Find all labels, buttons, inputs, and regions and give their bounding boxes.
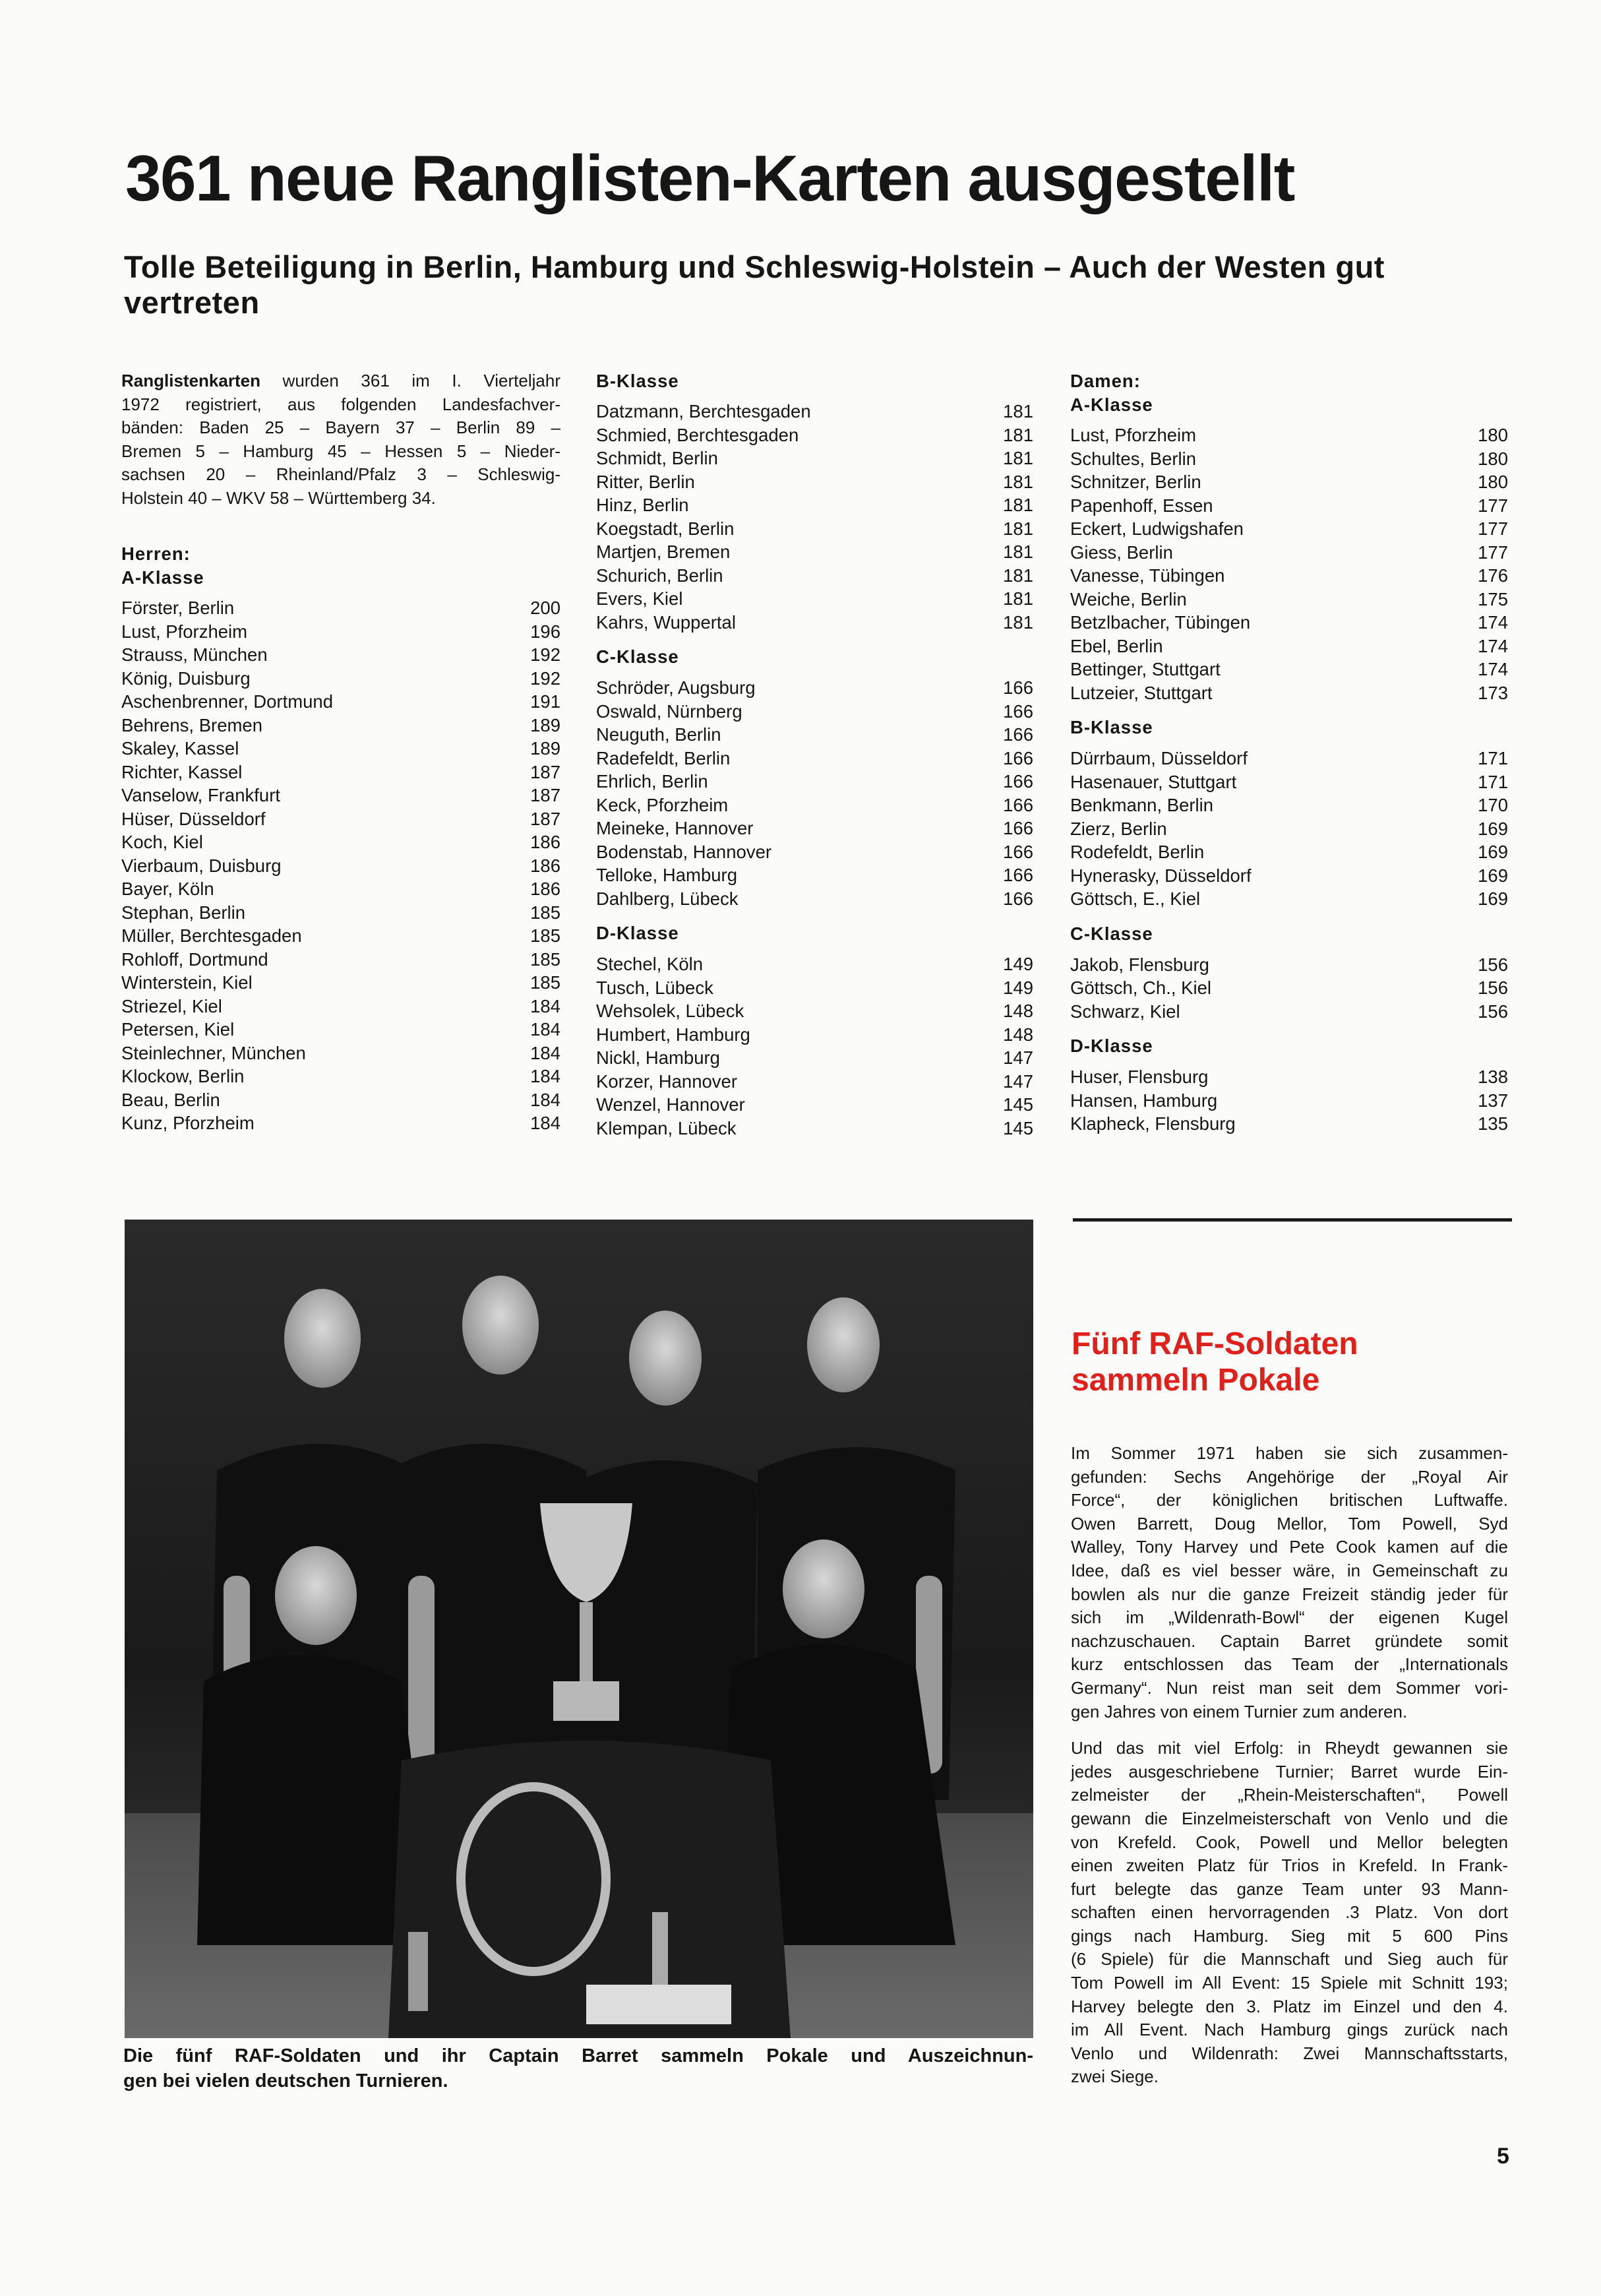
- player-name: Jakob, Flensburg: [1070, 954, 1209, 975]
- ranking-row: [1070, 494, 1508, 518]
- text-line: Ranglistenkarten wurden 361 im I. Vierteljahr: [121, 371, 560, 390]
- ranking-row: [596, 723, 1033, 747]
- text-line: Idee, daß es viel besser wäre, in Gemeinschaft zu: [1071, 1560, 1508, 1580]
- ranking-row: [121, 807, 560, 831]
- ranking-row: [596, 470, 1033, 494]
- text-line: furt belegte das ganze Team unter 93 Mann-: [1071, 1878, 1508, 1899]
- ranking-row: [596, 747, 1033, 770]
- player-average: 171: [1478, 771, 1508, 792]
- player-average: 166: [1003, 677, 1033, 698]
- player-name: Stephan, Berlin: [121, 902, 246, 923]
- player-name: Hynerasky, Düsseldorf: [1070, 865, 1252, 886]
- text-line: Owen Barrett, Doug Mellor, Tom Powell, Syd: [1071, 1513, 1508, 1534]
- player-average: 166: [1003, 818, 1033, 838]
- player-name: Hasenauer, Stuttgart: [1070, 771, 1237, 792]
- player-average: 200: [530, 598, 560, 618]
- ranking-row: [596, 1093, 1033, 1117]
- player-name: Vanesse, Tübingen: [1070, 565, 1225, 586]
- ranking-row: [121, 690, 560, 714]
- player-average: 156: [1478, 954, 1508, 975]
- player-name: Weiche, Berlin: [1070, 588, 1187, 609]
- player-average: 189: [530, 738, 560, 759]
- player-name: Humbert, Hamburg: [596, 1024, 750, 1045]
- ranking-row: [596, 1023, 1033, 1047]
- ranking-row: [596, 1046, 1033, 1070]
- ranking-row: [1070, 588, 1508, 611]
- ranking-row: [596, 423, 1033, 447]
- player-average: 135: [1478, 1113, 1508, 1134]
- ranking-row: [1070, 793, 1508, 817]
- ranking-row: [596, 887, 1033, 911]
- player-name: Behrens, Bremen: [121, 714, 262, 735]
- player-average: 166: [1003, 747, 1033, 768]
- team-photo: [125, 1220, 1033, 2038]
- article-paragraph: [1071, 1442, 1508, 1723]
- section-heading: Herren:: [121, 543, 191, 564]
- ranking-row: [1070, 1000, 1508, 1024]
- player-name: Dürrbaum, Düsseldorf: [1070, 748, 1248, 768]
- ranking-row: [121, 714, 560, 737]
- player-name: Keck, Pforzheim: [596, 794, 729, 815]
- player-name: Rohloff, Dortmund: [121, 948, 268, 970]
- player-name: Schultes, Berlin: [1070, 448, 1197, 469]
- ranking-row: [1070, 817, 1508, 841]
- player-average: 186: [530, 855, 560, 876]
- ranking-row: [596, 493, 1033, 517]
- player-average: 177: [1478, 495, 1508, 516]
- text-line: nachzuschauen. Captain Barret gründete somit: [1071, 1630, 1508, 1651]
- text-line: 1972 registriert, aus folgenden Landesfachver-: [121, 394, 560, 414]
- player-name: Vanselow, Frankfurt: [121, 785, 280, 805]
- player-average: 181: [1003, 495, 1033, 515]
- player-average: 175: [1478, 588, 1508, 609]
- ranking-row: [121, 784, 560, 807]
- ranking-row: [596, 517, 1033, 541]
- player-average: 185: [530, 902, 560, 923]
- player-average: 185: [530, 925, 560, 946]
- ranking-row: [121, 760, 560, 784]
- player-name: Kahrs, Wuppertal: [596, 611, 736, 633]
- player-name: Wehsolek, Lübeck: [596, 1001, 744, 1021]
- player-name: Petersen, Kiel: [121, 1019, 235, 1039]
- text-line: zelmeister der „Rhein-Meisterschaften“, Powell: [1071, 1785, 1508, 1805]
- player-average: 181: [1003, 542, 1033, 562]
- article-divider: [1073, 1218, 1512, 1222]
- player-name: Rodefeldt, Berlin: [1070, 842, 1205, 862]
- player-average: 148: [1003, 1024, 1033, 1045]
- player-name: Schnitzer, Berlin: [1070, 472, 1201, 492]
- player-name: Hüser, Düsseldorf: [121, 808, 266, 829]
- player-name: Oswald, Nürnberg: [596, 700, 742, 722]
- player-average: 166: [1003, 794, 1033, 815]
- ranking-row: [596, 793, 1033, 817]
- ranking-row: [1070, 770, 1508, 794]
- player-average: 196: [530, 621, 560, 642]
- photo-caption: [123, 2043, 1033, 2094]
- ranking-row: [596, 1117, 1033, 1140]
- player-average: 169: [1478, 865, 1508, 886]
- ranking-column-damen: [1070, 369, 1508, 1136]
- player-average: 180: [1478, 448, 1508, 469]
- ranking-row: [596, 676, 1033, 700]
- player-average: 149: [1003, 954, 1033, 974]
- player-average: 166: [1003, 724, 1033, 745]
- article-body: [1071, 1442, 1508, 2102]
- intro-paragraph: [121, 369, 560, 510]
- player-average: 189: [530, 714, 560, 735]
- ranking-row: [596, 999, 1033, 1023]
- text-line: von Krefeld. Cook, Powell und Mellor belegten: [1071, 1832, 1508, 1852]
- player-name: Strauss, München: [121, 644, 268, 665]
- ranking-row: [596, 540, 1033, 564]
- player-name: Papenhoff, Essen: [1070, 495, 1213, 516]
- player-average: 192: [530, 667, 560, 689]
- article-title: [1072, 1326, 1513, 1398]
- ranking-row: [596, 611, 1033, 635]
- player-average: 191: [530, 691, 560, 712]
- player-name: Eckert, Ludwigshafen: [1070, 518, 1244, 539]
- player-average: 166: [1003, 700, 1033, 722]
- player-average: 181: [1003, 611, 1033, 633]
- text-line: sachsen 20 – Rheinland/Pfalz 3 – Schleswig-: [121, 464, 560, 484]
- ranking-row: [596, 770, 1033, 793]
- subtitle: Tolle Beteiligung in Berlin, Hamburg und Schleswig-Holstein – Auch der Westen gut vertreten: [124, 249, 1385, 320]
- player-name: König, Duisburg: [121, 667, 251, 689]
- player-name: Zierz, Berlin: [1070, 818, 1167, 839]
- ranking-row: [121, 620, 560, 644]
- player-name: Winterstein, Kiel: [121, 972, 253, 993]
- player-average: 176: [1478, 565, 1508, 586]
- player-name: Martjen, Bremen: [596, 542, 731, 562]
- player-name: Klempan, Lübeck: [596, 1117, 737, 1138]
- player-name: Bettinger, Stuttgart: [1070, 659, 1221, 679]
- ranking-row: [121, 596, 560, 620]
- player-name: Göttsch, Ch., Kiel: [1070, 977, 1211, 998]
- ranking-row: [1070, 447, 1508, 471]
- player-name: Benkmann, Berlin: [1070, 795, 1214, 815]
- text-line: sich im „Wildenrath-Bowl“ der eigenen Kugel: [1071, 1607, 1508, 1628]
- player-name: Stechel, Köln: [596, 954, 704, 974]
- player-name: Meineke, Hannover: [596, 818, 754, 838]
- player-name: Klockow, Berlin: [121, 1066, 245, 1086]
- player-average: 169: [1478, 818, 1508, 839]
- text-line: gen Jahres von einem Turnier zum anderen.: [1071, 1701, 1408, 1722]
- class-heading: B-Klasse: [1070, 717, 1153, 737]
- ranking-row: [121, 1018, 560, 1041]
- team-photo-image: [125, 1220, 1033, 2038]
- player-name: Ritter, Berlin: [596, 471, 695, 492]
- article-paragraph: [1071, 1737, 1508, 2089]
- player-average: 181: [1003, 448, 1033, 468]
- ranking-row: [1070, 658, 1508, 681]
- text-line: Venlo und Wildenrath: Zwei Mannschaftsstarts,: [1071, 2043, 1508, 2063]
- class-heading: C-Klasse: [596, 646, 679, 667]
- player-average: 187: [530, 761, 560, 782]
- player-average: 166: [1003, 841, 1033, 862]
- player-name: Wenzel, Hannover: [596, 1094, 745, 1115]
- section-heading: Damen:: [1070, 371, 1141, 391]
- class-heading: A-Klasse: [121, 567, 204, 588]
- player-name: Huser, Flensburg: [1070, 1067, 1209, 1087]
- player-average: 145: [1003, 1117, 1033, 1138]
- player-average: 170: [1478, 795, 1508, 815]
- player-name: Radefeldt, Berlin: [596, 747, 731, 768]
- player-name: Datzmann, Berchtesgaden: [596, 401, 811, 421]
- ranking-row: [121, 1065, 560, 1088]
- ranking-row: [596, 817, 1033, 840]
- ranking-row: [1070, 423, 1508, 447]
- player-average: 186: [530, 879, 560, 899]
- ranking-column-herren-a: [121, 542, 560, 1135]
- text-line: bowlen als nur die ganze Freizeit ständig jeder für: [1071, 1584, 1508, 1604]
- text-line: Harvey belegte den 3. Platz im Einzel und den 4.: [1071, 1996, 1508, 2016]
- ranking-row: [1070, 864, 1508, 888]
- class-heading: D-Klasse: [596, 923, 679, 943]
- player-average: 156: [1478, 1001, 1508, 1022]
- ranking-row: [596, 863, 1033, 887]
- ranking-row: [1070, 976, 1508, 1000]
- ranking-row: [121, 643, 560, 667]
- player-name: Hinz, Berlin: [596, 495, 689, 515]
- player-name: Schmied, Berchtesgaden: [596, 424, 799, 445]
- player-name: Vierbaum, Duisburg: [121, 855, 282, 876]
- player-name: Koegstadt, Berlin: [596, 518, 735, 539]
- player-name: Kunz, Pforzheim: [121, 1113, 255, 1133]
- player-name: Betzlbacher, Tübingen: [1070, 612, 1251, 633]
- player-average: 185: [530, 972, 560, 993]
- class-heading: C-Klasse: [1070, 923, 1153, 944]
- player-name: Schurich, Berlin: [596, 565, 723, 586]
- player-average: 187: [530, 808, 560, 829]
- ranking-row: [1070, 747, 1508, 770]
- player-name: Nickl, Hamburg: [596, 1047, 720, 1068]
- ranking-row: [1070, 470, 1508, 494]
- ranking-row: [121, 901, 560, 925]
- ranking-row: [1070, 1089, 1508, 1113]
- player-average: 174: [1478, 659, 1508, 679]
- player-name: Bodenstab, Hannover: [596, 841, 772, 862]
- player-name: Lust, Pforzheim: [121, 621, 248, 642]
- player-average: 185: [530, 948, 560, 970]
- ranking-row: [1070, 887, 1508, 911]
- text-line: gen bei vielen deutschen Turnieren.: [123, 2070, 448, 2092]
- player-average: 147: [1003, 1070, 1033, 1092]
- ranking-row: [1070, 635, 1508, 658]
- player-name: Dahlberg, Lübeck: [596, 888, 739, 909]
- ranking-row: [1070, 611, 1508, 635]
- text-line: gefunden: Sechs Angehörige der „Royal Air: [1071, 1466, 1508, 1487]
- text-line: Germany“. Nun reist man seit dem Sommer vori-: [1071, 1677, 1508, 1698]
- player-average: 184: [530, 1113, 560, 1133]
- player-average: 184: [530, 1019, 560, 1039]
- player-average: 174: [1478, 612, 1508, 633]
- text-line: zwei Siege.: [1071, 2066, 1159, 2087]
- text-line: bänden: Baden 25 – Bayern 37 – Berlin 89 –: [121, 418, 560, 437]
- player-average: 181: [1003, 588, 1033, 609]
- text-line: jedes ausgeschriebene Turnier; Barret wurde Ein-: [1071, 1761, 1508, 1782]
- ranking-row: [121, 1088, 560, 1112]
- ranking-row: [121, 854, 560, 878]
- player-average: 149: [1003, 977, 1033, 998]
- player-average: 192: [530, 644, 560, 665]
- text-line: kurz entschlossen das Team der „Internationals: [1071, 1654, 1508, 1675]
- headline: 361 neue Ranglisten-Karten ausgestellt: [125, 142, 1294, 214]
- ranking-row: [1070, 840, 1508, 864]
- article-title-line: sammeln Pokale: [1072, 1363, 1320, 1398]
- ranking-row: [1070, 1112, 1508, 1136]
- text-line: (6 Spiele) für die Mannschaft und Sieg auch für: [1071, 1949, 1508, 1970]
- player-name: Förster, Berlin: [121, 598, 235, 618]
- player-average: 166: [1003, 771, 1033, 791]
- text-line: Holstein 40 – WKV 58 – Württemberg 34.: [121, 487, 436, 508]
- player-name: Richter, Kassel: [121, 761, 243, 782]
- player-average: 174: [1478, 635, 1508, 656]
- ranking-row: [121, 971, 560, 995]
- text-line: Bremen 5 – Hamburg 45 – Hessen 5 – Nieder-: [121, 441, 560, 461]
- player-average: 147: [1003, 1047, 1033, 1068]
- player-name: Klapheck, Flensburg: [1070, 1113, 1236, 1134]
- player-average: 148: [1003, 1001, 1033, 1021]
- text-line: Force“, der königlichen britischen Luftwaffe.: [1071, 1490, 1508, 1510]
- player-name: Tusch, Lübeck: [596, 977, 713, 998]
- ranking-row: [121, 995, 560, 1018]
- player-name: Beau, Berlin: [121, 1089, 220, 1110]
- player-name: Evers, Kiel: [596, 588, 683, 609]
- ranking-column-herren-bcd: [596, 369, 1033, 1140]
- player-average: 180: [1478, 472, 1508, 492]
- ranking-row: [121, 948, 560, 972]
- ranking-row: [121, 830, 560, 854]
- player-name: Göttsch, E., Kiel: [1070, 888, 1201, 909]
- player-name: Skaley, Kassel: [121, 738, 239, 759]
- player-name: Ebel, Berlin: [1070, 635, 1163, 656]
- ranking-row: [1070, 681, 1508, 705]
- player-average: 166: [1003, 865, 1033, 885]
- ranking-row: [1070, 541, 1508, 565]
- ranking-row: [1070, 953, 1508, 977]
- article-title-line: Fünf RAF-Soldaten: [1072, 1326, 1358, 1361]
- ranking-row: [596, 587, 1033, 611]
- player-average: 187: [530, 785, 560, 805]
- player-name: Bayer, Köln: [121, 879, 214, 899]
- ranking-row: [596, 840, 1033, 864]
- player-name: Neuguth, Berlin: [596, 724, 721, 745]
- player-name: Ehrlich, Berlin: [596, 771, 708, 791]
- ranking-row: [1070, 517, 1508, 541]
- player-average: 177: [1478, 518, 1508, 539]
- player-average: 173: [1478, 682, 1508, 703]
- player-average: 138: [1478, 1067, 1508, 1087]
- player-average: 177: [1478, 542, 1508, 563]
- player-average: 181: [1003, 518, 1033, 539]
- text-line: schaften einen hervorragenden .3 Platz. Von dort: [1071, 1902, 1508, 1923]
- player-average: 184: [530, 1042, 560, 1063]
- player-name: Giess, Berlin: [1070, 542, 1173, 563]
- ranking-row: [121, 877, 560, 901]
- text-line: Und das mit viel Erfolg: in Rheydt gewannen sie: [1071, 1738, 1508, 1758]
- ranking-row: [596, 976, 1033, 1000]
- player-average: 181: [1003, 471, 1033, 492]
- player-average: 181: [1003, 401, 1033, 421]
- class-heading: D-Klasse: [1070, 1036, 1153, 1056]
- ranking-row: [596, 952, 1033, 976]
- class-heading: B-Klasse: [596, 371, 679, 391]
- player-average: 184: [530, 1089, 560, 1110]
- ranking-row: [121, 924, 560, 948]
- ranking-row: [121, 667, 560, 691]
- player-name: Telloke, Hamburg: [596, 865, 737, 885]
- ranking-row: [121, 1041, 560, 1065]
- player-name: Steinlechner, München: [121, 1042, 306, 1063]
- player-average: 169: [1478, 842, 1508, 862]
- player-name: Aschenbrenner, Dortmund: [121, 691, 334, 712]
- intro-lead-word: Ranglistenkarten: [121, 371, 260, 390]
- ranking-row: [596, 1070, 1033, 1094]
- ranking-row: [596, 564, 1033, 588]
- player-average: 181: [1003, 424, 1033, 445]
- ranking-row: [596, 447, 1033, 470]
- player-average: 171: [1478, 748, 1508, 768]
- text-line: Walley, Tony Harvey und Pete Cook kamen auf die: [1071, 1537, 1508, 1557]
- ranking-row: [1070, 564, 1508, 588]
- player-name: Schmidt, Berlin: [596, 448, 718, 468]
- page-number: 5: [1497, 2144, 1509, 2169]
- player-average: 180: [1478, 425, 1508, 445]
- player-average: 184: [530, 995, 560, 1016]
- player-name: Schröder, Augsburg: [596, 677, 756, 698]
- ranking-row: [596, 400, 1033, 423]
- text-line: Tom Powell im All Event: 15 Spiele mit Schnitt 193;: [1071, 1973, 1508, 1993]
- player-average: 181: [1003, 565, 1033, 586]
- text-line: einen zweiten Platz für Trios in Krefeld. In Frank-: [1071, 1855, 1508, 1876]
- player-average: 145: [1003, 1094, 1033, 1115]
- player-name: Lutzeier, Stuttgart: [1070, 682, 1213, 703]
- player-average: 137: [1478, 1090, 1508, 1111]
- ranking-row: [596, 700, 1033, 724]
- player-name: Striezel, Kiel: [121, 995, 222, 1016]
- player-average: 169: [1478, 888, 1508, 909]
- text-line: gings nach Hamburg. Sieg mit 5 600 Pins: [1071, 1925, 1508, 1946]
- player-name: Müller, Berchtesgaden: [121, 925, 302, 946]
- player-name: Lust, Pforzheim: [1070, 425, 1197, 445]
- text-line: Im Sommer 1971 haben sie sich zusammen-: [1071, 1443, 1508, 1463]
- text-line: gewann die Einzelmeisterschaft von Venlo und die: [1071, 1808, 1508, 1828]
- player-average: 184: [530, 1066, 560, 1086]
- player-name: Hansen, Hamburg: [1070, 1090, 1218, 1111]
- player-name: Koch, Kiel: [121, 832, 203, 852]
- player-name: Korzer, Hannover: [596, 1070, 737, 1092]
- text-line: im All Event. Nach Hamburg gings zurück nach: [1071, 2020, 1508, 2040]
- class-heading: A-Klasse: [1070, 394, 1153, 415]
- player-average: 166: [1003, 888, 1033, 909]
- ranking-row: [121, 1111, 560, 1135]
- text-line: Die fünf RAF-Soldaten und ihr Captain Barret sammeln Pokale und Auszeichnun-: [123, 2045, 1033, 2066]
- player-average: 156: [1478, 977, 1508, 998]
- player-average: 186: [530, 832, 560, 852]
- player-name: Schwarz, Kiel: [1070, 1001, 1180, 1022]
- ranking-row: [121, 737, 560, 760]
- ranking-row: [1070, 1065, 1508, 1089]
